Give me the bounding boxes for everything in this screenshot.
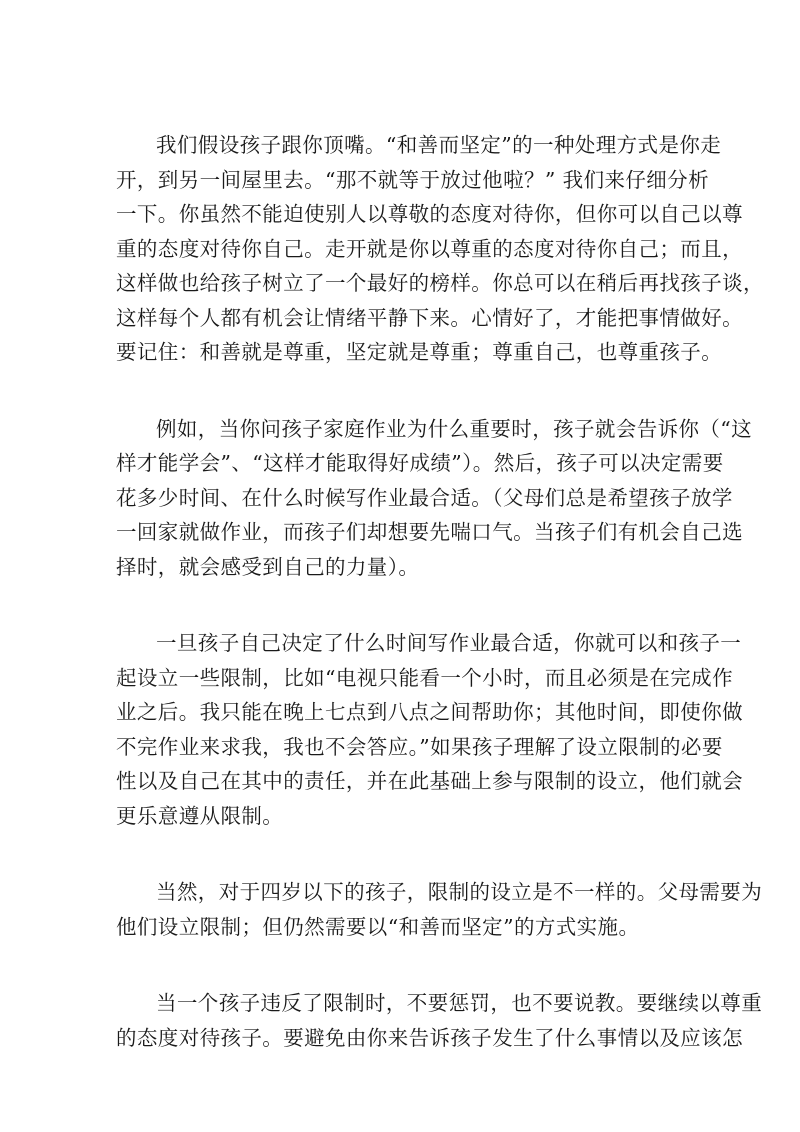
text-line: 这样每个人都有机会让情绪平静下来。心情好了，才能把事情做好。 [116,305,743,330]
text-line: 要记住：和善就是尊重，坚定就是尊重；尊重自己，也尊重孩子。 [116,340,723,364]
text-line: 性以及自己在其中的责任，并在此基础上参与限制的设立，他们就会 [116,769,743,793]
paragraph-5 [116,986,763,1055]
paragraph-4 [116,875,763,944]
paragraph-1 [116,128,764,370]
document-body [116,128,764,1055]
text-line: 当然，对于四岁以下的孩子，限制的设立是不一样的。父母需要为 [156,880,763,904]
paragraph-2 [116,412,753,585]
text-line: 花多少时间、在什么时候写作业最合适。（父母们总是希望孩子放学 [116,485,733,510]
text-line: 一回家就做作业，而孩子们却想要先喘口气。当孩子们有机会自己选 [116,520,743,544]
paragraph-3 [116,626,743,833]
text-line: 开，到另一间屋里去。“那不就等于放过他啦？” 我们来仔细分析 [116,167,709,192]
text-line: 样才能学会”、“这样才能取得好成绩”）。然后，孩子可以决定需要 [116,451,724,475]
text-line: 择时，就会感受到自己的力量）。 [116,554,420,579]
text-line: 更乐意遵从限制。 [116,803,284,828]
text-line: 重的态度对待你自己。走开就是你以尊重的态度对待你自己；而且， [116,236,743,261]
text-line: 当一个孩子违反了限制时，不要惩罚，也不要说教。要继续以尊重 [156,991,763,1015]
text-line: 的态度对待孩子。要避免由你来告诉孩子发生了什么事情以及应该怎 [116,1025,743,1050]
text-line: 他们设立限制；但仍然需要以“和善而坚定”的方式实施。 [116,914,640,939]
text-line: 一下。你虽然不能迫使别人以尊敬的态度对待你，但你可以自己以尊 [116,202,743,226]
text-line: 例如，当你问孩子家庭作业为什么重要时，孩子就会告诉你（“这 [156,416,753,441]
text-line: 起设立一些限制，比如“电视只能看一个小时，而且必须是在完成作 [116,665,733,690]
text-line: 一旦孩子自己决定了什么时间写作业最合适，你就可以和孩子一 [156,631,742,655]
text-line: 不完作业来求我，我也不会答应。”如果孩子理解了设立限制的必要 [116,734,723,759]
text-line: 业之后。我只能在晚上七点到八点之间帮助你；其他时间，即使你做 [116,700,743,724]
text-line: 这样做也给孩子树立了一个最好的榜样。你总可以在稍后再找孩子谈， [116,271,764,295]
text-line: 我们假设孩子跟你顶嘴。“和善而坚定”的一种处理方式是你走 [156,133,722,157]
